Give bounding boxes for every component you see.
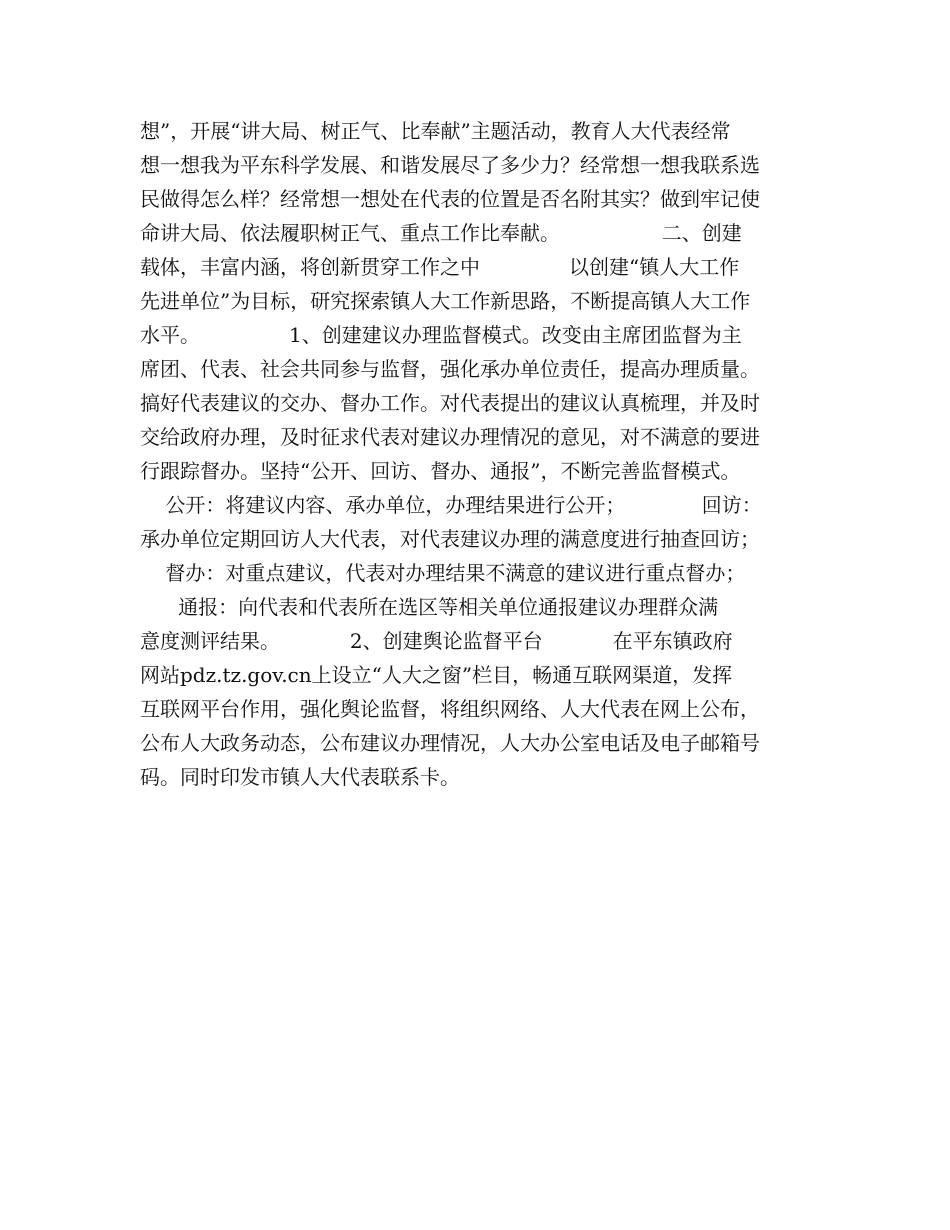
text-line: 督办：对重点建议，代表对办理结果不满意的建议进行重点督办； xyxy=(140,561,746,585)
text-line: 互联网平台作用，强化舆论监督，将组织网络、人大代表在网上公布， xyxy=(140,697,760,721)
text-line: 公布人大政务动态，公布建议办理情况，人大办公室电话及电子邮箱号 xyxy=(140,731,760,755)
text-line: 网站pdz.tz.gov.cn上设立“人大之窗”栏目，畅通互联网渠道，发挥 xyxy=(140,663,733,687)
text-line: 民做得怎么样？经常想一想处在代表的位置是否名附其实？做到牢记使 xyxy=(140,187,760,211)
text-line: 载体，丰富内涵，将创新贯穿工作之中 以创建“镇人大工作 xyxy=(140,255,740,279)
text-line: 席团、代表、社会共同参与监督，强化承办单位责任，提高办理质量。 xyxy=(140,357,760,381)
text-line: 意度测评结果。 2、创建舆论监督平台 在平东镇政府 xyxy=(140,629,733,653)
text-line: 先进单位”为目标，研究探索镇人大工作新思路，不断提高镇人大工作 xyxy=(140,289,751,313)
text-line: 水平。 1、创建建议办理监督模式。改变由主席团监督为主 xyxy=(140,323,742,347)
text-line: 想一想我为平东科学发展、和谐发展尽了多少力？经常想一想我联系选 xyxy=(140,153,760,177)
text-line: 码。同时印发市镇人大代表联系卡。 xyxy=(140,765,460,789)
text-line: 通报：向代表和代表所在选区等相关单位通报建议办理群众满 xyxy=(140,595,719,619)
text-line: 公开：将建议内容、承办单位，办理结果进行公开； 回访： xyxy=(140,493,762,517)
text-line: 想”，开展“讲大局、树正气、比奉献”主题活动，教育人大代表经常 xyxy=(140,119,731,143)
text-line: 命讲大局、依法履职树正气、重点工作比奉献。 二、创建 xyxy=(140,221,742,245)
text-line: 承办单位定期回访人大代表，对代表建议办理的满意度进行抽查回访； xyxy=(140,527,760,551)
text-line: 搞好代表建议的交办、督办工作。对代表提出的建议认真梳理，并及时 xyxy=(140,391,760,415)
text-line: 行跟踪督办。坚持“公开、回访、督办、通报”，不断完善监督模式。 xyxy=(140,459,741,483)
text-line: 交给政府办理，及时征求代表对建议办理情况的意见，对不满意的要进 xyxy=(140,425,760,449)
